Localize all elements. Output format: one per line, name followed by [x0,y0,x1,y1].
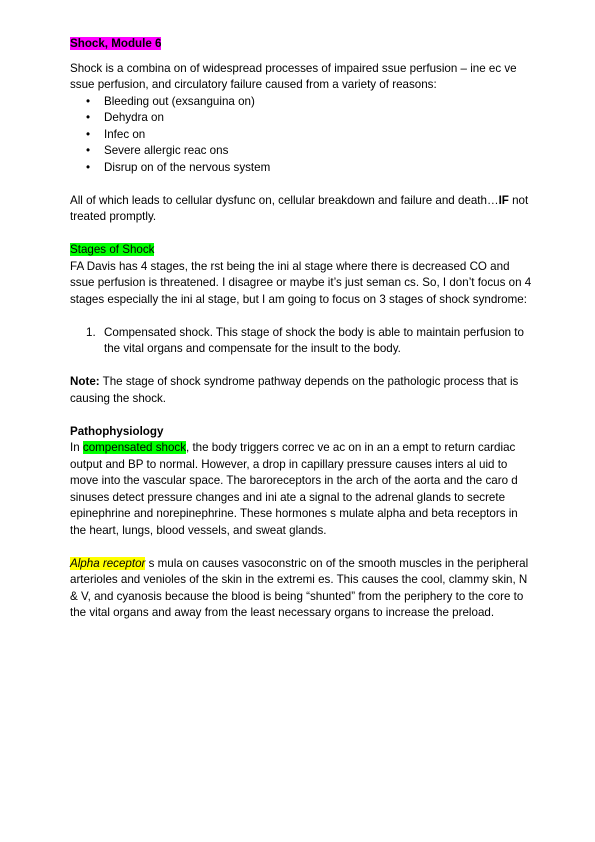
stages-heading-highlight: Stages of Shock [70,243,155,256]
consequence-paragraph [70,193,535,226]
note-paragraph [70,374,535,407]
list-item: • Disrup on of the nervous system [86,160,535,177]
intro-paragraph: Shock is a combina on of widespread processes of impaired ssue perfusion – ine ec ve ssue perfusion, and circulatory failure caused from a variety of reasons: [70,61,517,91]
note-label: Note: [70,375,100,388]
alpha-text: s mula on causes vasoconstric on of the smooth muscles in the peripheral arterioles and venioles of the skin in the extremi es. This causes the cool, clammy skin, N & V, and cyanosis because the blood is being “shunted” from the periphery to the core to the vital organs and away from the least necessary organs to increase the preload. [70,556,529,619]
list-item: • Dehydra on [86,110,535,127]
list-item [86,325,535,358]
list-item: • Infec on [86,127,535,144]
list-item: • Bleeding out (exsanguina on) [86,94,535,111]
consequence-text: All of which leads to cellular dysfunc on, cellular breakdown and failure and death… [70,193,499,207]
alpha-receptor-highlight: Alpha receptor [70,556,146,570]
list-item-text: Compensated shock. This stage of shock the body is able to maintain perfusion to the vital organs and compensate for the insult to the body. [104,325,524,355]
patho-heading: Pathophysiology [70,424,164,438]
list-item: • Severe allergic reac ons [86,143,535,160]
patho-prefix: In [70,441,83,454]
stages-list [70,325,535,358]
patho-text: , the body triggers correc ve ac on in an a empt to return cardiac output and BP to normal. However, a drop in capillary pressure causes inters al uid to move into the vascular space. The baroreceptors in the arch of the aorta and the caro d sinuses detect pressure changes and ini ate a signal to the adrenal glands to secrete epinephrine and norepinephrine. These hormones s mulate alpha and beta receptors in the heart, lungs, blood vessels, and sweat glands. [70,441,518,537]
note-text: The stage of shock syndrome pathway depends on the pathologic process that is causing the shock. [70,375,519,405]
alpha-paragraph [70,556,535,622]
stages-heading [70,242,535,259]
stages-paragraph: FA Davis has 4 stages, the rst being the ini al stage where there is decreased CO and ssue perfusion is threatened. I disagree or maybe it’s just seman cs. So, I don’t focus on 4 stages especially the ini al stage, but I am going to focus on 3 stages of shock syndrome: [70,259,532,306]
consequence-tail: not treated promptly. [70,193,529,223]
title-highlight: Shock, Module 6 [70,37,162,50]
list-number: 1. [86,325,96,339]
consequence-emphasis: IF [498,193,509,207]
page-title [70,36,535,53]
causes-list [70,94,535,177]
compensated-shock-highlight: compensated shock [82,441,187,454]
patho-paragraph [70,440,535,539]
